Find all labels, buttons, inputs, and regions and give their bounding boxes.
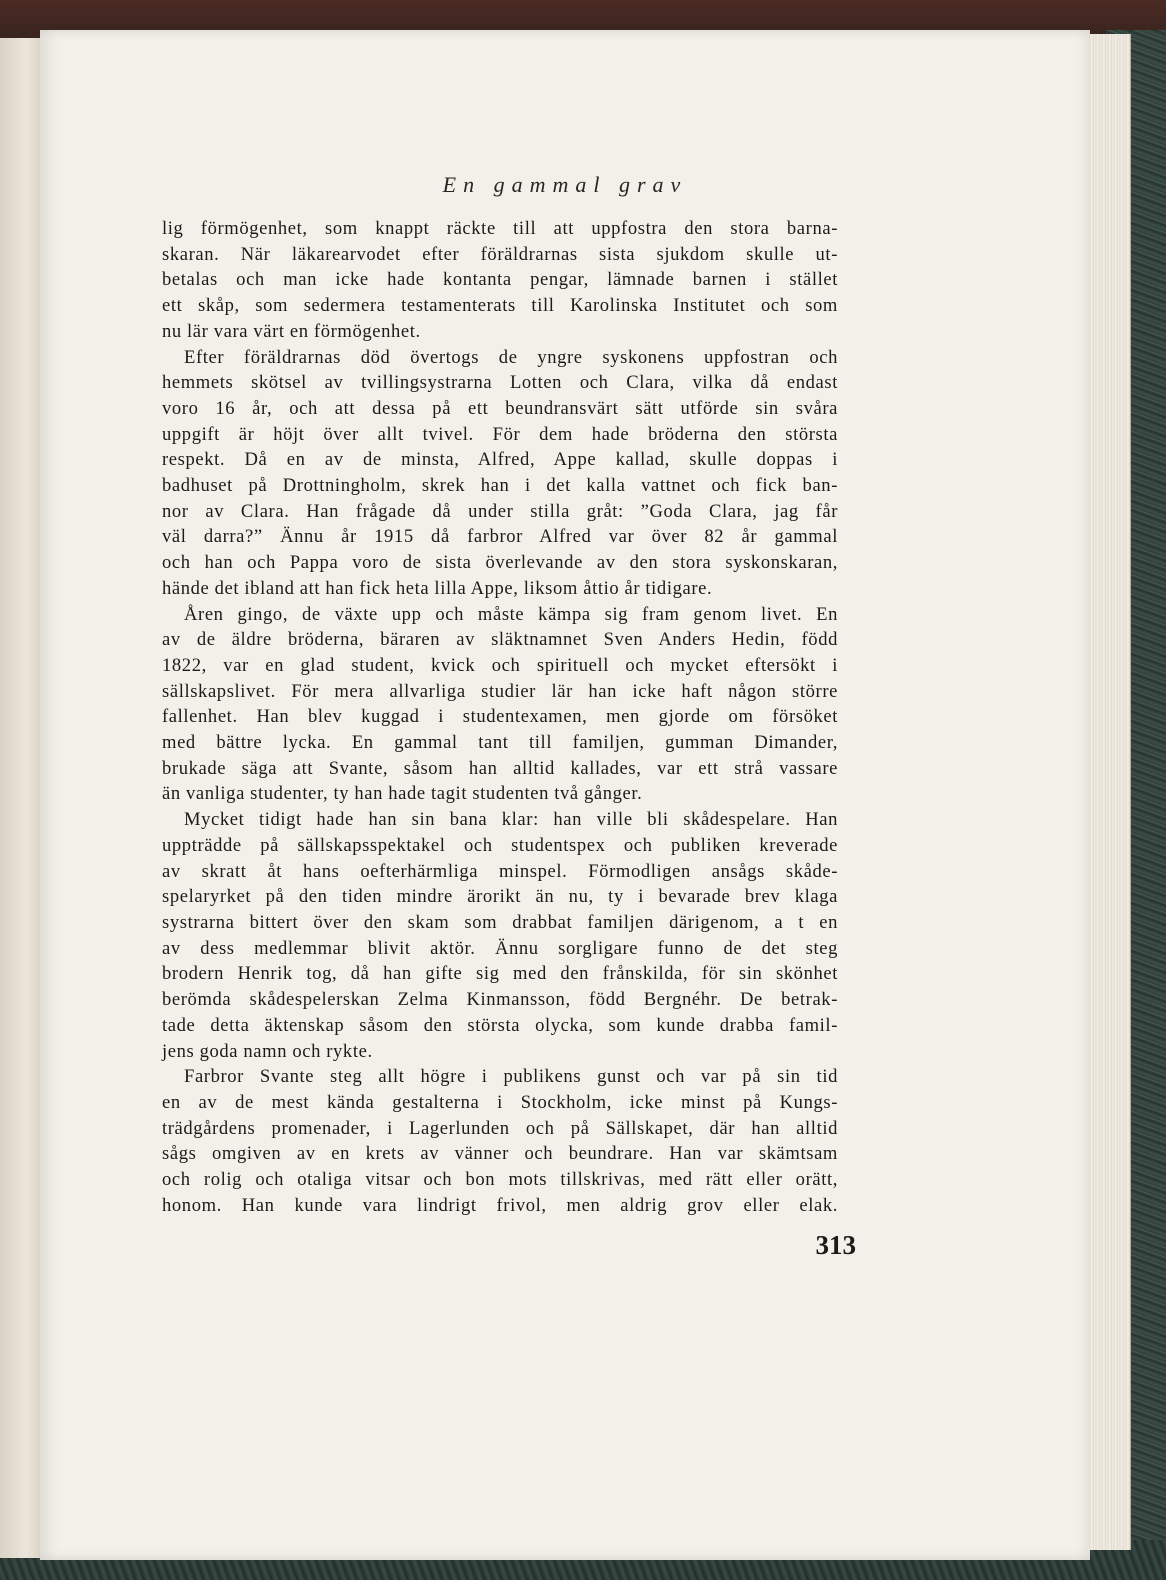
text-line: trädgårdens promenader, i Lagerlunden och på Sällskapet, där han alltid xyxy=(162,1117,838,1139)
text-line: lig förmögenhet, som knappt räckte till att uppfostra den stora barna- xyxy=(162,218,838,239)
text-line: systrarna bittert över den skam som drabbat familjen därigenom, a t en xyxy=(162,911,838,933)
text-line: uppträdde på sällskapsspektakel och studentspex och publiken kreverade xyxy=(162,834,838,856)
text-line: väl darra?” Ännu år 1915 då farbror Alfred var över 82 år gammal xyxy=(162,526,838,548)
page-number: 313 xyxy=(815,1230,856,1260)
text-line: en av de mest kända gestalterna i Stockholm, icke minst på Kungs- xyxy=(162,1091,838,1113)
body-text xyxy=(162,216,838,1218)
text-line: nu lär vara värt en förmögenhet. xyxy=(162,320,421,342)
paragraph xyxy=(162,602,838,808)
text-line: uppgift är höjt över allt tvivel. För dem hade bröderna den största xyxy=(162,423,838,445)
text-line: av skratt åt hans oefterhärmliga minspel. Förmodligen ansågs skåde- xyxy=(162,860,838,882)
text-line: skaran. När läkarearvodet efter föräldrarnas sista sjukdom skulle ut- xyxy=(162,243,838,265)
text-line: badhuset på Drottningholm, skrek han i det kalla vattnet och fick ban- xyxy=(162,475,838,497)
text-line: Efter föräldrarnas död övertogs de yngre syskonens uppfostran och xyxy=(184,346,838,368)
text-line: spelaryrket på den tiden mindre ärorikt än nu, ty i bevarade brev klaga xyxy=(162,886,838,908)
paragraph xyxy=(162,807,838,1064)
paragraph xyxy=(162,1064,838,1218)
text-line: 1822, var en glad student, kvick och spirituell och mycket eftersökt i xyxy=(162,654,838,676)
text-line: honom. Han kunde vara lindrigt frivol, men aldrig grov eller elak. xyxy=(162,1194,838,1216)
text-line: av dess medlemmar blivit aktör. Ännu sorgligare funno de det steg xyxy=(162,937,838,959)
text-line: med bättre lycka. En gammal tant till familjen, gumman Dimander, xyxy=(162,732,838,754)
text-line: betalas och man icke hade kontanta pengar, lämnade barnen i stället xyxy=(162,269,838,291)
text-line: berömda skådespelerskan Zelma Kinmansson, född Bergnéhr. De betrak- xyxy=(162,989,838,1011)
text-line: nor av Clara. Han frågade då under stilla gråt: ”Goda Clara, jag får xyxy=(162,500,838,522)
text-line: ett skåp, som sedermera testamenterats till Karolinska Institutet och som xyxy=(162,295,838,317)
text-line: sågs omgiven av en krets av vänner och beundrare. Han var skämtsam xyxy=(162,1143,838,1165)
text-line: hände det ibland att han fick heta lilla Appe, liksom åttio år tidigare. xyxy=(162,577,713,599)
text-line: respekt. Då en av de minsta, Alfred, Appe kallad, skulle doppas i xyxy=(162,449,838,471)
text-line: voro 16 år, och att dessa på ett beundransvärt sätt utförde sin svåra xyxy=(162,397,838,419)
text-line: brodern Henrik tog, då han gifte sig med den frånskilda, för sin skönhet xyxy=(162,963,838,985)
text-line: fallenhet. Han blev kuggad i studentexamen, men gjorde om försöket xyxy=(162,706,838,728)
text-line: Farbror Svante steg allt högre i publikens gunst och var på sin tid xyxy=(184,1066,838,1088)
text-line: och rolig och otaliga vitsar och bon mots tillskrivas, med rätt eller orätt, xyxy=(162,1169,838,1191)
paragraph xyxy=(162,345,838,602)
text-line: än vanliga studenter, ty han hade tagit studenten två gånger. xyxy=(162,783,643,805)
paragraph xyxy=(162,216,838,345)
text-line: Mycket tidigt hade han sin bana klar: han ville bli skådespelare. Han xyxy=(184,809,838,831)
text-line: och han och Pappa voro de sista överlevande av den stora syskonskaran, xyxy=(162,552,838,574)
text-line: hemmets skötsel av tvillingsystrarna Lotten och Clara, vilka då endast xyxy=(162,372,838,394)
facing-page-edge xyxy=(0,38,45,1558)
text-line: jens goda namn och rykte. xyxy=(162,1040,373,1062)
text-line: tade detta äktenskap såsom den största olycka, som kunde drabba famil- xyxy=(162,1014,838,1036)
text-line: Åren gingo, de växte upp och måste kämpa sig fram genom livet. En xyxy=(184,603,838,625)
text-line: sällskapslivet. För mera allvarliga studier lär han icke haft någon större xyxy=(162,680,838,702)
running-head: En gammal grav xyxy=(442,172,688,197)
book-page xyxy=(40,30,1090,1560)
text-line: brukade säga att Svante, såsom han alltid kallades, var ett strå vassare xyxy=(162,757,838,779)
text-line: av de äldre bröderna, bäraren av släktnamnet Sven Anders Hedin, född xyxy=(162,629,838,651)
